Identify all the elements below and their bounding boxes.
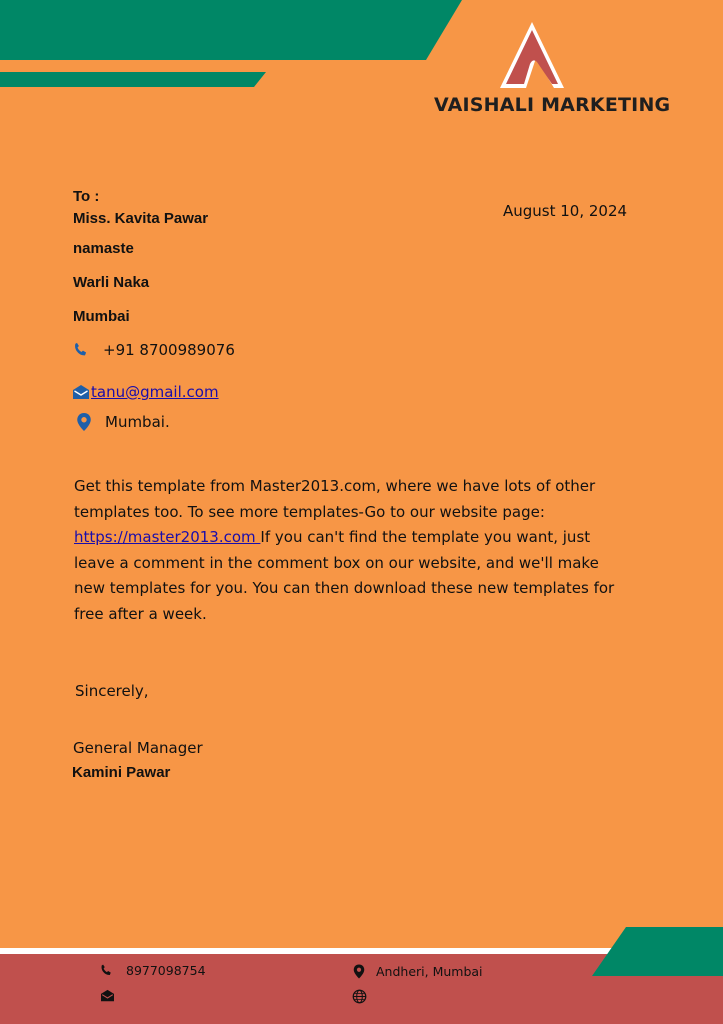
footer-location-pin-icon [352, 963, 366, 980]
contact-email-link[interactable]: tanu@gmail.com [91, 383, 219, 401]
body-text-part-1: Get this template from Master2013.com, where we have lots of other templates too. To see more templates-Go to our website page: [74, 477, 596, 521]
footer-website-item [352, 989, 375, 1004]
footer-phone-icon [99, 963, 114, 978]
company-name: VAISHALI MARKETING [434, 94, 671, 116]
footer-address: Andheri, Mumbai [376, 964, 483, 979]
recipient-line-1: namaste [73, 240, 134, 257]
mountain-a-logo [496, 18, 568, 92]
phone-icon [72, 341, 90, 359]
footer-phone-item [99, 963, 206, 978]
contact-location-row [72, 412, 170, 432]
footer-address-item [352, 963, 483, 980]
contact-phone: +91 8700989076 [103, 341, 235, 359]
header-teal-bar-small [0, 72, 266, 87]
signature-title: General Manager [73, 739, 203, 757]
contact-phone-row [72, 341, 235, 359]
signature-name: Kamini Pawar [72, 764, 171, 781]
website-link[interactable]: https://master2013.com [74, 528, 261, 547]
contact-email-row [72, 383, 219, 401]
header-teal-bar-large [0, 0, 462, 60]
footer-globe-icon [352, 989, 367, 1004]
header-decoration [0, 0, 723, 90]
contact-location: Mumbai. [105, 413, 170, 431]
to-label: To : [73, 188, 100, 205]
recipient-name: Miss. Kavita Pawar [73, 210, 209, 227]
footer-teal-shape [592, 927, 723, 976]
letter-date: August 10, 2024 [503, 202, 628, 220]
location-pin-icon [75, 412, 93, 432]
closing-line: Sincerely, [75, 682, 149, 700]
recipient-line-2: Warli Naka [73, 274, 150, 291]
letter-body [74, 474, 634, 628]
footer-envelope-icon [100, 989, 115, 1002]
footer-email-item [100, 989, 123, 1002]
body-text-part-2: If you can't find the template you want, just leave a comment in the comment box on our website, and we'll make new templates for you. You can then download these new templates for free after a week. [74, 528, 615, 623]
envelope-icon [72, 384, 90, 400]
footer-phone: 8977098754 [126, 963, 206, 978]
recipient-line-3: Mumbai [73, 308, 130, 325]
